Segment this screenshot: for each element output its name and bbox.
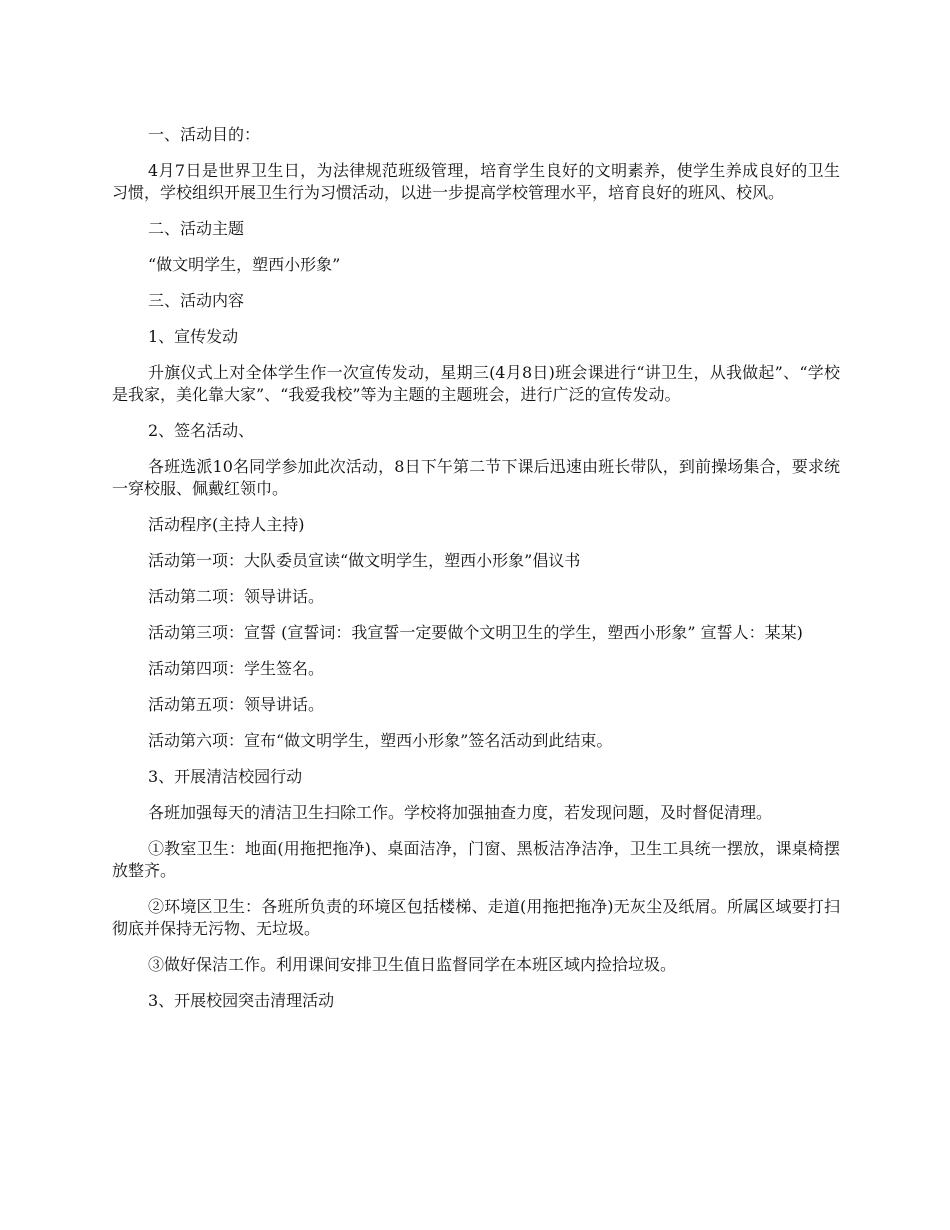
subheading-publicity: 1、宣传发动 (148, 327, 239, 346)
program-item-5: 活动第五项：领导讲话。 (148, 695, 325, 714)
subheading-cleanup-campaign: 3、开展校园突击清理活动 (148, 991, 335, 1010)
program-item-6: 活动第六项：宣布“做文明学生，塑西小形象”签名活动到此结束。 (148, 731, 613, 750)
subheading-cleaning: 3、开展清洁校园行动 (148, 767, 303, 786)
purpose-paragraph: 4月7日是世界卫生日，为法律规范班级管理，培育学生良好的文明素养，使学生养成良好的卫生习惯，学校组织开展卫生行为习惯活动，以进一步提高学校管理水平，培育良好的班风、校风。 (112, 161, 840, 202)
program-item-1: 活动第一项：大队委员宣读“做文明学生，塑西小形象”倡议书 (148, 551, 581, 570)
environment-hygiene: ②环境区卫生：各班所负责的环境区包括楼梯、走道(用拖把拖净)无灰尘及纸屑。所属区域要打扫彻底并保持无污物、无垃圾。 (112, 897, 840, 938)
program-item-2: 活动第二项：领导讲话。 (148, 587, 325, 606)
section-heading-purpose: 一、活动目的： (148, 125, 261, 144)
signing-paragraph: 各班选派10名同学参加此次活动，8日下午第二节下课后迅速由班长带队，到前操场集合，要求统一穿校服、佩戴红领巾。 (112, 457, 840, 498)
document-body (112, 124, 840, 1026)
section-heading-theme: 二、活动主题 (148, 219, 245, 238)
maintenance-paragraph: ③做好保洁工作。利用课间安排卫生值日监督同学在本班区域内捡拾垃圾。 (148, 955, 677, 974)
classroom-hygiene: ①教室卫生：地面(用拖把拖净)、桌面洁净，门窗、黑板洁净洁净，卫生工具统一摆放，课桌椅摆放整齐。 (112, 839, 840, 880)
section-heading-content: 三、活动内容 (148, 291, 245, 310)
program-item-4: 活动第四项：学生签名。 (148, 659, 325, 678)
theme-slogan: “做文明学生，塑西小形象” (148, 255, 341, 274)
publicity-paragraph: 升旗仪式上对全体学生作一次宣传发动，星期三(4月8日)班会课进行“讲卫生，从我做起”、“学校是我家，美化靠大家”、“我爱我校”等为主题的主题班会，进行广泛的宣传发动。 (112, 363, 840, 404)
cleaning-paragraph: 各班加强每天的清洁卫生扫除工作。学校将加强抽查力度，若发现问题，及时督促清理。 (148, 803, 773, 822)
program-item-3: 活动第三项：宣誓 (宣誓词：我宣誓一定要做个文明卫生的学生，塑西小形象” 宣誓人：某某) (148, 623, 803, 642)
subheading-signing: 2、签名活动、 (148, 421, 255, 440)
program-heading: 活动程序(主持人主持) (148, 515, 305, 534)
